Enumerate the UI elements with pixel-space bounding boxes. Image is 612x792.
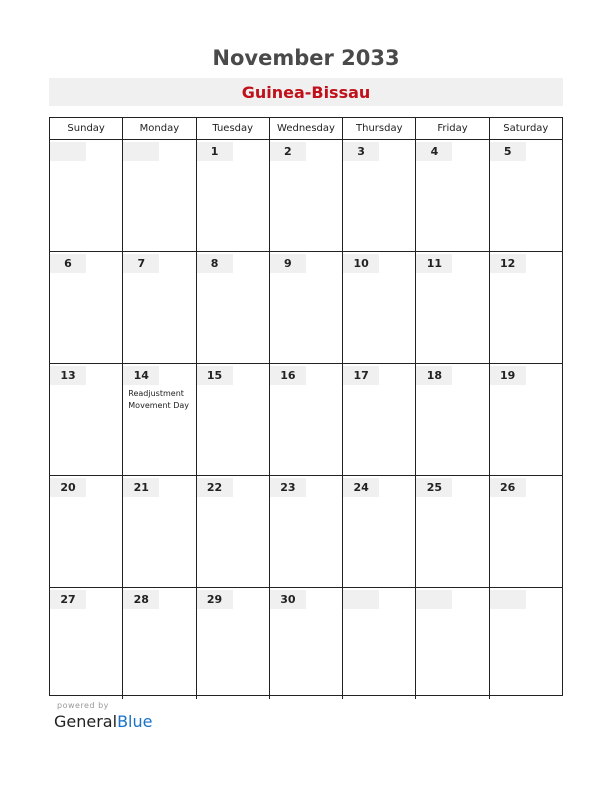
weekday-tuesday: Tuesday xyxy=(197,118,270,139)
weeks-container xyxy=(50,140,562,699)
date-number: 21 xyxy=(123,478,159,497)
week-row xyxy=(50,140,562,252)
week-row xyxy=(50,364,562,476)
week-row xyxy=(50,476,562,588)
date-number: 4 xyxy=(416,142,452,161)
empty-day-cell xyxy=(123,140,196,251)
day-cell-1 xyxy=(197,140,270,251)
page-title: November 2033 xyxy=(212,46,400,70)
date-number: 26 xyxy=(490,478,526,497)
day-cell-23 xyxy=(270,476,343,587)
date-number: 2 xyxy=(270,142,306,161)
blank-date-badge xyxy=(123,142,159,161)
brand-general: General xyxy=(54,712,118,731)
day-cell-4 xyxy=(416,140,489,251)
weekday-saturday: Saturday xyxy=(503,123,549,134)
day-cell-26 xyxy=(490,476,562,587)
blank-date-badge xyxy=(416,590,452,609)
weekday-sunday: Sunday xyxy=(50,118,123,139)
brand-blue: Blue xyxy=(117,712,153,731)
date-number: 28 xyxy=(123,590,159,609)
date-number: 9 xyxy=(270,254,306,273)
date-number: 22 xyxy=(197,478,233,497)
blank-date-badge xyxy=(50,142,86,161)
date-number: 14 xyxy=(123,366,159,385)
date-number: 17 xyxy=(343,366,379,385)
day-cell-21 xyxy=(123,476,196,587)
day-cell-24 xyxy=(343,476,416,587)
day-cell-13 xyxy=(50,364,123,475)
day-cell-16 xyxy=(270,364,343,475)
date-number: 10 xyxy=(343,254,379,273)
powered-by-label: powered by xyxy=(57,701,109,710)
date-number: 16 xyxy=(270,366,306,385)
date-number: 27 xyxy=(50,590,86,609)
day-cell-20 xyxy=(50,476,123,587)
day-cell-10 xyxy=(343,252,416,363)
day-cell-19 xyxy=(490,364,562,475)
date-number: 18 xyxy=(416,366,452,385)
day-cell-6 xyxy=(50,252,123,363)
day-cell-22 xyxy=(197,476,270,587)
weekday-thursday: Thursday xyxy=(343,118,416,139)
empty-day-cell xyxy=(416,588,489,699)
day-cell-27 xyxy=(50,588,123,699)
date-number: 12 xyxy=(490,254,526,273)
day-cell-2 xyxy=(270,140,343,251)
weekday-wednesday: Wednesday xyxy=(270,118,343,139)
week-row xyxy=(50,252,562,364)
date-number: 6 xyxy=(50,254,86,273)
day-cell-7 xyxy=(123,252,196,363)
date-number: 3 xyxy=(343,142,379,161)
date-number: 20 xyxy=(50,478,86,497)
empty-day-cell xyxy=(490,588,562,699)
date-number: 24 xyxy=(343,478,379,497)
day-cell-29 xyxy=(197,588,270,699)
date-number: 8 xyxy=(197,254,233,273)
day-cell-28 xyxy=(123,588,196,699)
blank-date-badge xyxy=(490,590,526,609)
day-cell-14 xyxy=(123,364,196,475)
day-cell-17 xyxy=(343,364,416,475)
country-banner xyxy=(49,78,563,106)
date-number: 7 xyxy=(123,254,159,273)
date-number: 29 xyxy=(197,590,233,609)
weekday-monday: Monday xyxy=(123,118,196,139)
empty-day-cell xyxy=(50,140,123,251)
day-cell-9 xyxy=(270,252,343,363)
week-row xyxy=(50,588,562,699)
calendar-grid xyxy=(49,117,563,696)
date-number: 1 xyxy=(197,142,233,161)
date-number: 19 xyxy=(490,366,526,385)
date-number: 15 xyxy=(197,366,233,385)
weekday-friday: Friday xyxy=(416,118,489,139)
day-cell-15 xyxy=(197,364,270,475)
day-cell-5 xyxy=(490,140,562,251)
date-number: 13 xyxy=(50,366,86,385)
blank-date-badge xyxy=(343,590,379,609)
country-name: Guinea-Bissau xyxy=(241,83,371,102)
date-number: 11 xyxy=(416,254,452,273)
day-cell-25 xyxy=(416,476,489,587)
empty-day-cell xyxy=(343,588,416,699)
date-number: 25 xyxy=(416,478,452,497)
date-number: 30 xyxy=(270,590,306,609)
date-number: 23 xyxy=(270,478,306,497)
date-number: 5 xyxy=(490,142,526,161)
day-cell-18 xyxy=(416,364,489,475)
day-cell-8 xyxy=(197,252,270,363)
day-cell-30 xyxy=(270,588,343,699)
generalblue-logo xyxy=(54,712,152,731)
day-cell-3 xyxy=(343,140,416,251)
weekday-header-row xyxy=(50,118,562,140)
day-cell-11 xyxy=(416,252,489,363)
day-cell-12 xyxy=(490,252,562,363)
holiday-label: Readjustment Movement Day xyxy=(128,389,189,410)
